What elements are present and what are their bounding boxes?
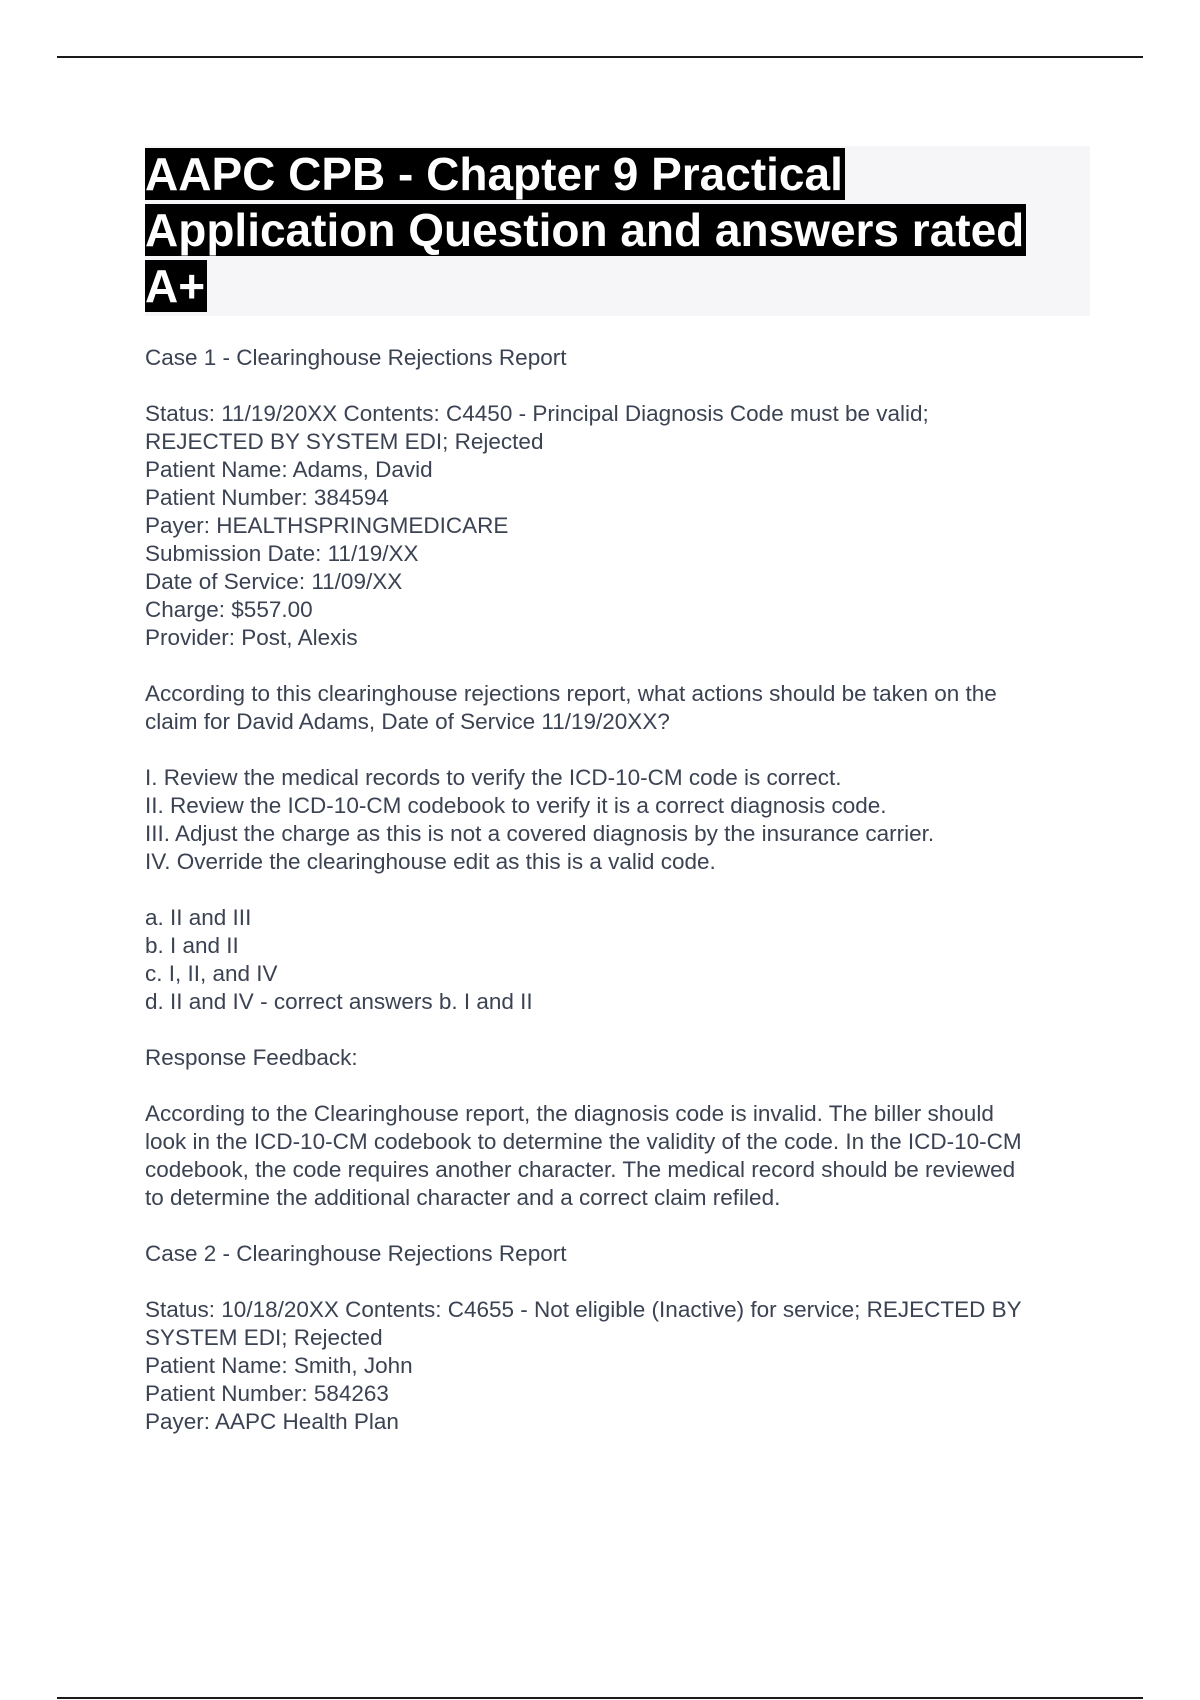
case1-charge: Charge: $557.00 — [145, 597, 313, 622]
statement-1: I. Review the medical records to verify the ICD-10-CM code is correct. — [145, 765, 842, 790]
feedback-line-2: look in the ICD-10-CM codebook to determine the validity of the code. In the ICD-10-CM — [145, 1129, 1022, 1154]
case1-section — [145, 344, 1090, 1212]
case1-patient-name: Patient Name: Adams, David — [145, 457, 433, 482]
option-a: a. II and III — [145, 905, 252, 930]
case2-payer: Payer: AAPC Health Plan — [145, 1409, 399, 1434]
case1-statements — [145, 764, 1090, 876]
case1-heading: Case 1 - Clearinghouse Rejections Report — [145, 345, 567, 370]
case1-provider: Provider: Post, Alexis — [145, 625, 358, 650]
question-line-1: According to this clearinghouse rejections report, what actions should be taken on the — [145, 681, 997, 706]
case1-feedback — [145, 1100, 1090, 1212]
case1-status-line-1: Status: 11/19/20XX Contents: C4450 - Principal Diagnosis Code must be valid; — [145, 401, 929, 426]
feedback-line-4: to determine the additional character and a correct claim refiled. — [145, 1185, 781, 1210]
case1-options — [145, 904, 1090, 1016]
case2-patient-number: Patient Number: 584263 — [145, 1381, 389, 1406]
case1-question — [145, 680, 1090, 736]
case1-patient-number: Patient Number: 384594 — [145, 485, 389, 510]
case1-payer: Payer: HEALTHSPRINGMEDICARE — [145, 513, 509, 538]
feedback-heading: Response Feedback: — [145, 1045, 358, 1070]
statement-3: III. Adjust the charge as this is not a covered diagnosis by the insurance carrier. — [145, 821, 935, 846]
document-body — [145, 146, 1090, 1436]
option-b: b. I and II — [145, 933, 239, 958]
statement-4: IV. Override the clearinghouse edit as this is a valid code. — [145, 849, 716, 874]
title-block — [145, 146, 1090, 316]
title-line-2: Application Question and answers rated — [145, 204, 1025, 256]
case2-patient-name: Patient Name: Smith, John — [145, 1353, 413, 1378]
case1-report — [145, 400, 1090, 652]
case2-status-line-2: SYSTEM EDI; Rejected — [145, 1325, 383, 1350]
option-c: c. I, II, and IV — [145, 961, 278, 986]
footer-rule — [57, 1697, 1143, 1699]
title-line-3: A+ — [145, 260, 206, 312]
feedback-line-3: codebook, the code requires another character. The medical record should be reviewed — [145, 1157, 1016, 1182]
title-line-1: AAPC CPB - Chapter 9 Practical — [145, 148, 843, 200]
case2-heading: Case 2 - Clearinghouse Rejections Report — [145, 1241, 567, 1266]
case2-section — [145, 1240, 1090, 1436]
case2-report — [145, 1296, 1090, 1436]
case1-date-of-service: Date of Service: 11/09/XX — [145, 569, 403, 594]
question-line-2: claim for David Adams, Date of Service 11/19/20XX? — [145, 709, 670, 734]
document-title — [145, 146, 1090, 314]
statement-2: II. Review the ICD-10-CM codebook to verify it is a correct diagnosis code. — [145, 793, 887, 818]
case1-submission-date: Submission Date: 11/19/XX — [145, 541, 419, 566]
feedback-line-1: According to the Clearinghouse report, the diagnosis code is invalid. The biller should — [145, 1101, 994, 1126]
case1-status-line-2: REJECTED BY SYSTEM EDI; Rejected — [145, 429, 544, 454]
option-d-with-answer: d. II and IV - correct answers b. I and II — [145, 989, 533, 1014]
header-rule — [57, 56, 1143, 58]
case2-status-line-1: Status: 10/18/20XX Contents: C4655 - Not eligible (Inactive) for service; REJECTED BY — [145, 1297, 1022, 1322]
